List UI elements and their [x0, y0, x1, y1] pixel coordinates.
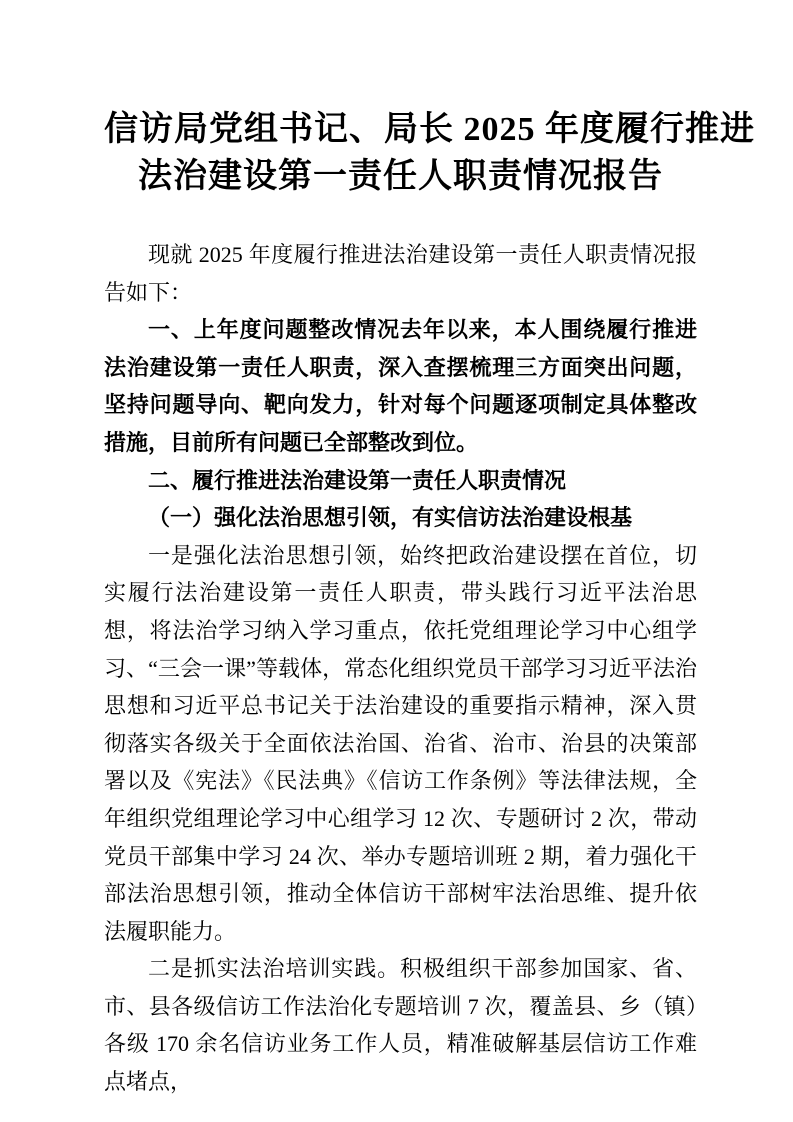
heading-subsection-1: （一）强化法治思想引领，有实信访法治建设根基 — [148, 505, 633, 531]
title-line-1: 信访局党组书记、局长 2025 年度履行推进 — [104, 111, 755, 148]
title-line-2: 法治建设第一责任人职责情况报告 — [138, 158, 663, 195]
paragraph-point-2-training-practice: 二是抓实法治培训实践。积极组织干部参加国家、省、市、县各级信访工作法治化专题培训 7 次，覆盖县、乡（镇）各级 170 余名信访业务工作人员，精准破解基层信访工作难点堵点， — [104, 956, 697, 1095]
document-body — [104, 236, 697, 1101]
paragraph-intro: 现就 2025 年度履行推进法治建设第一责任人职责情况报告如下： — [104, 242, 697, 305]
heading-section-2: 二、履行推进法治建设第一责任人职责情况 — [148, 467, 567, 493]
paragraph-section-1-rectification: 一、上年度问题整改情况去年以来，本人围绕履行推进法治建设第一责任人职责，深入查摆梳理三方面突出问题，坚持问题导向、靶向发力，针对每个问题逐项制定具体整改措施，目前所有问题已全部整改到位。 — [104, 317, 697, 455]
paragraph-point-1-thought-leadership: 一是强化法治思想引领，始终把政治建设摆在首位，切实履行法治建设第一责任人职责，带头践行习近平法治思想，将法治学习纳入学习重点，依托党组理论学习中心组学习、“三会一课”等载体，常态化组织党员干部学习习近平法治思想和习近平总书记关于法治建设的重要指示精神，深入贯彻落实各级关于全面依法治国、治省、治市、治县的决策部署以及《宪法》《民法典》《信访工作条例》等法律法规，全年组织党组理论学习中心组学习 12 次、专题研讨 2 次，带动党员干部集中学习 24 次、举办专题培训班 2 期，着力强化干部法治思想引领，推动全体信访干部树牢法治思维、提升依法履职能力。 — [104, 542, 697, 944]
document-title — [104, 106, 755, 200]
